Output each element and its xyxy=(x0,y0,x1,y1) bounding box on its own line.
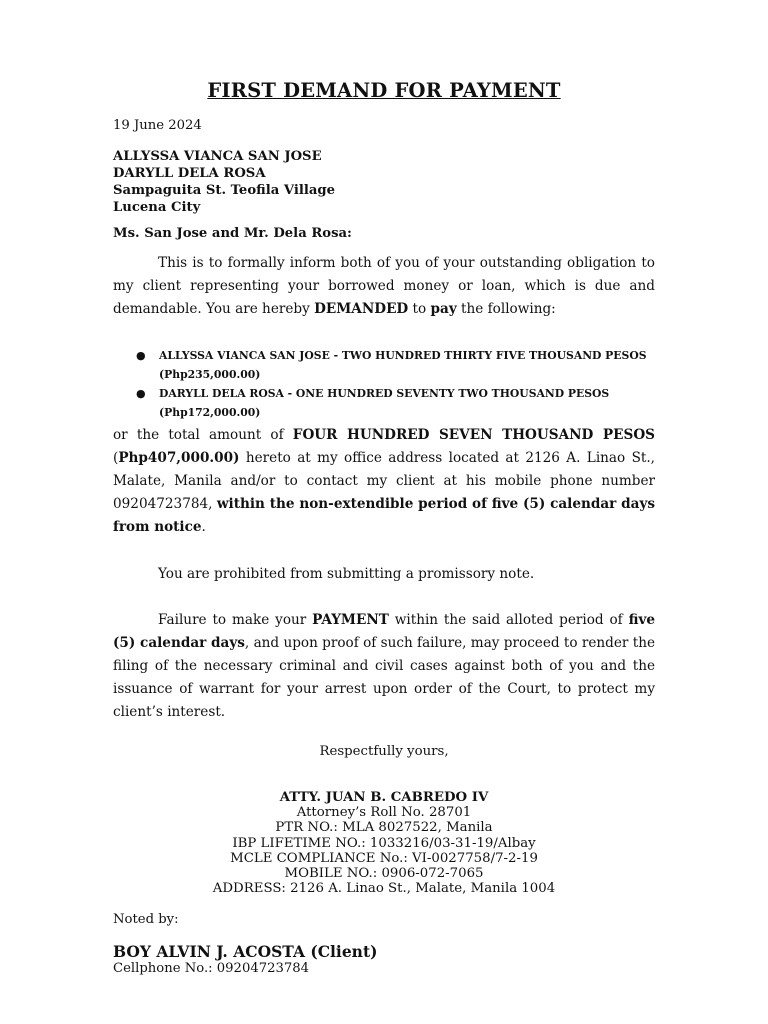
client-phone: Cellphone No.: 09204723784 xyxy=(113,961,310,976)
bullet-icon: ● xyxy=(136,387,146,400)
paragraph-promissory-text: You are prohibited from submitting a promissory note. xyxy=(158,566,535,582)
paragraph-demand-text-3: the following: xyxy=(456,301,556,317)
addressee-street: Sampaguita St. Teofila Village xyxy=(113,183,336,198)
bullet-icon: ● xyxy=(136,349,146,362)
addressee-block xyxy=(113,148,335,216)
letter-date: 19 June 2024 xyxy=(113,118,202,133)
obligation-item-1: ALLYSSA VIANCA SAN JOSE - TWO HUNDRED THIRTY FIVE THOUSAND PESOS (Php235,000.00) xyxy=(159,349,647,381)
noted-by-label: Noted by: xyxy=(113,912,179,927)
list-item xyxy=(113,346,655,384)
addressee-name-1: ALLYSSA VIANCA SAN JOSE xyxy=(113,149,322,164)
signatory-ptr: PTR NO.: MLA 8027522, Manila xyxy=(275,820,493,836)
pay-emphasis: pay xyxy=(430,301,457,317)
addressee-name-2: DARYLL DELA ROSA xyxy=(113,166,266,181)
demanded-emphasis: DEMANDED xyxy=(314,301,409,317)
signatory-name: ATTY. JUAN B. CABREDO IV xyxy=(279,790,489,805)
closing xyxy=(0,744,768,759)
obligation-list xyxy=(113,346,655,422)
paragraph-demand-text-1: This is to formally inform both of you of your outstanding obligation to my client representing your borrowed money or loan, which is due and demandable. You are hereby xyxy=(113,255,655,317)
paragraph-total-text-2: ( xyxy=(113,450,119,466)
total-amount-figure: Php407,000.00) xyxy=(118,450,240,466)
paragraph-demand-text-2: to xyxy=(408,301,431,317)
obligation-item-2: DARYLL DELA ROSA - ONE HUNDRED SEVENTY TWO THOUSAND PESOS (Php172,000.00) xyxy=(159,387,610,419)
paragraph-total-text-3: hereto at my office address located at 2126 A. Linao St., Malate, Manila and/or to contact my client at his mobile phone number 09204723784, xyxy=(113,450,655,512)
signatory-mcle: MCLE COMPLIANCE No.: VI-0027758/7-2-19 xyxy=(230,850,538,866)
list-item xyxy=(113,384,655,422)
paragraph-demand xyxy=(113,252,655,321)
period-emphasis: five (5) calendar days xyxy=(113,612,655,651)
salutation: Ms. San Jose and Mr. Dela Rosa: xyxy=(113,226,352,241)
signature-block xyxy=(0,790,768,896)
paragraph-failure-text-2: within the said alloted period of xyxy=(388,612,629,628)
signatory-mobile: MOBILE NO.: 0906-072-7065 xyxy=(284,866,484,882)
paragraph-failure-text-3: , and upon proof of such failure, may proceed to render the filing of the necessary criminal and civil cases against both of you and the issuance of warrant for your arrest upon order of the Court, to protect my client’s interest. xyxy=(113,635,656,720)
signatory-ibp: IBP LIFETIME NO.: 1033216/03-31-19/Albay xyxy=(232,835,536,851)
addressee-city: Lucena City xyxy=(113,200,201,215)
paragraph-total xyxy=(113,424,655,539)
deadline-emphasis: within the non-extendible period of five (5) calendar days from notice xyxy=(113,496,656,535)
paragraph-failure xyxy=(113,609,655,724)
document-title: FIRST DEMAND FOR PAYMENT xyxy=(207,79,561,102)
paragraph-promissory xyxy=(113,563,655,586)
total-amount-words: FOUR HUNDRED SEVEN THOUSAND PESOS xyxy=(292,427,655,443)
paragraph-total-text-1: or the total amount of xyxy=(113,427,293,443)
signatory-address: ADDRESS: 2126 A. Linao St., Malate, Manila 1004 xyxy=(212,881,556,897)
signatory-roll: Attorney’s Roll No. 28701 xyxy=(296,805,472,821)
payment-emphasis: PAYMENT xyxy=(312,612,389,628)
client-name: BOY ALVIN J. ACOSTA (Client) xyxy=(113,942,378,961)
closing-text: Respectfully yours, xyxy=(319,744,449,759)
paragraph-failure-text-1: Failure to make your xyxy=(158,612,313,628)
paragraph-total-text-4: . xyxy=(201,519,206,535)
